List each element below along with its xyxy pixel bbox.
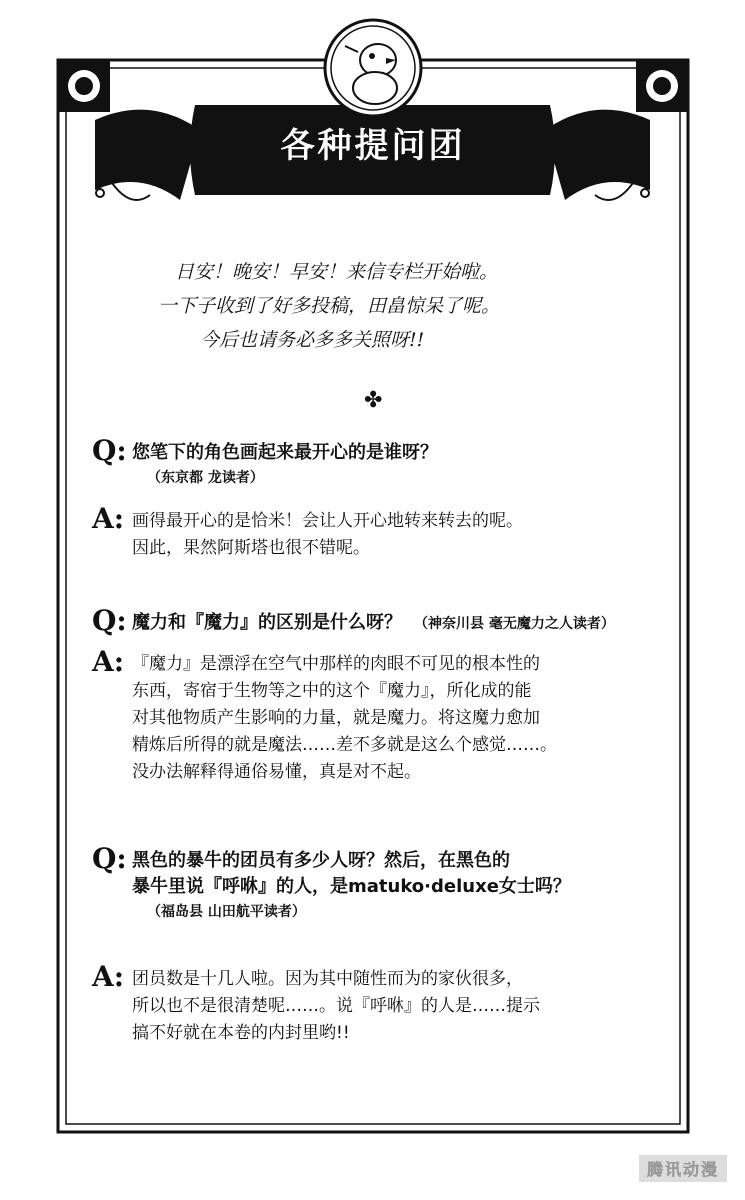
question-text: 暴牛里说『呼咻』的人，是matuko·deluxe女士吗？ — [132, 876, 571, 897]
qa-item-1 — [92, 434, 682, 562]
reader-name: （福岛县 山田航平读者） — [147, 904, 306, 920]
answer-line: 东西，寄宿于生物等之中的这个『魔力』，所化成的能 — [132, 681, 532, 701]
qa-item-3 — [92, 842, 682, 1047]
answer-line: 没办法解释得通俗易懂，真是对不起。 — [132, 762, 421, 782]
a-letter: A: — [92, 645, 125, 678]
qa-item-2 — [92, 604, 682, 786]
q-letter: Q: — [92, 434, 127, 467]
intro-text — [130, 255, 650, 357]
answer-block — [92, 645, 682, 786]
clover-icon: ✤ — [364, 388, 383, 413]
q-letter: Q: — [92, 842, 127, 875]
answer-block — [92, 960, 682, 1047]
intro-line: 日安！晚安！早安！来信专栏开始啦。 — [175, 261, 499, 283]
answer-line: 『魔力』是漂浮在空气中那样的肉眼不可见的根本性的 — [132, 654, 540, 674]
answer-block — [92, 502, 682, 562]
intro-line: 一下子收到了好多投稿，田畠惊呆了呢。 — [158, 295, 501, 317]
question-block — [92, 842, 682, 924]
reader-name: （神奈川县 毫无魔力之人读者） — [414, 616, 615, 632]
watermark-logo: 腾讯动漫 — [639, 1155, 727, 1182]
question-text — [132, 610, 682, 637]
answer-line: 画得最开心的是恰米！会让人开心地转来转去的呢。 — [132, 511, 523, 531]
question-block — [92, 434, 682, 490]
answer-line: 搞不好就在本卷的内封里哟!! — [132, 1023, 350, 1043]
corner-ornament-top-right — [636, 60, 688, 112]
answer-line: 对其他物质产生影响的力量，就是魔力。将这魔力愈加 — [132, 708, 540, 728]
corner-ornament-top-left — [58, 60, 110, 112]
q-letter: Q: — [92, 604, 127, 637]
a-letter: A: — [92, 502, 125, 535]
question-block — [92, 604, 682, 637]
a-letter: A: — [92, 960, 125, 993]
answer-line: 因此，果然阿斯塔也很不错呢。 — [132, 538, 370, 558]
question-text: 黑色的暴牛的团员有多少人呀？然后，在黑色的 — [132, 850, 510, 871]
page-title: 各种提问团 — [280, 126, 466, 166]
answer-line: 团员数是十几人啦。因为其中随性而为的家伙很多， — [132, 969, 523, 989]
question-text: 您笔下的角色画起来最开心的是谁呀？ — [132, 442, 438, 463]
answer-line: 精炼后所得的就是魔法……差不多就是这么个感觉……。 — [132, 735, 557, 755]
mascot-medallion — [325, 20, 421, 116]
intro-line: 今后也请务必多多关照呀!! — [200, 329, 425, 351]
reader-name: （东京都 龙读者） — [147, 470, 264, 486]
question-text-main: 魔力和『魔力』的区别是什么呀？ — [132, 612, 402, 633]
answer-line: 所以也不是很清楚呢……。说『呼咻』的人是……提示 — [132, 996, 540, 1016]
